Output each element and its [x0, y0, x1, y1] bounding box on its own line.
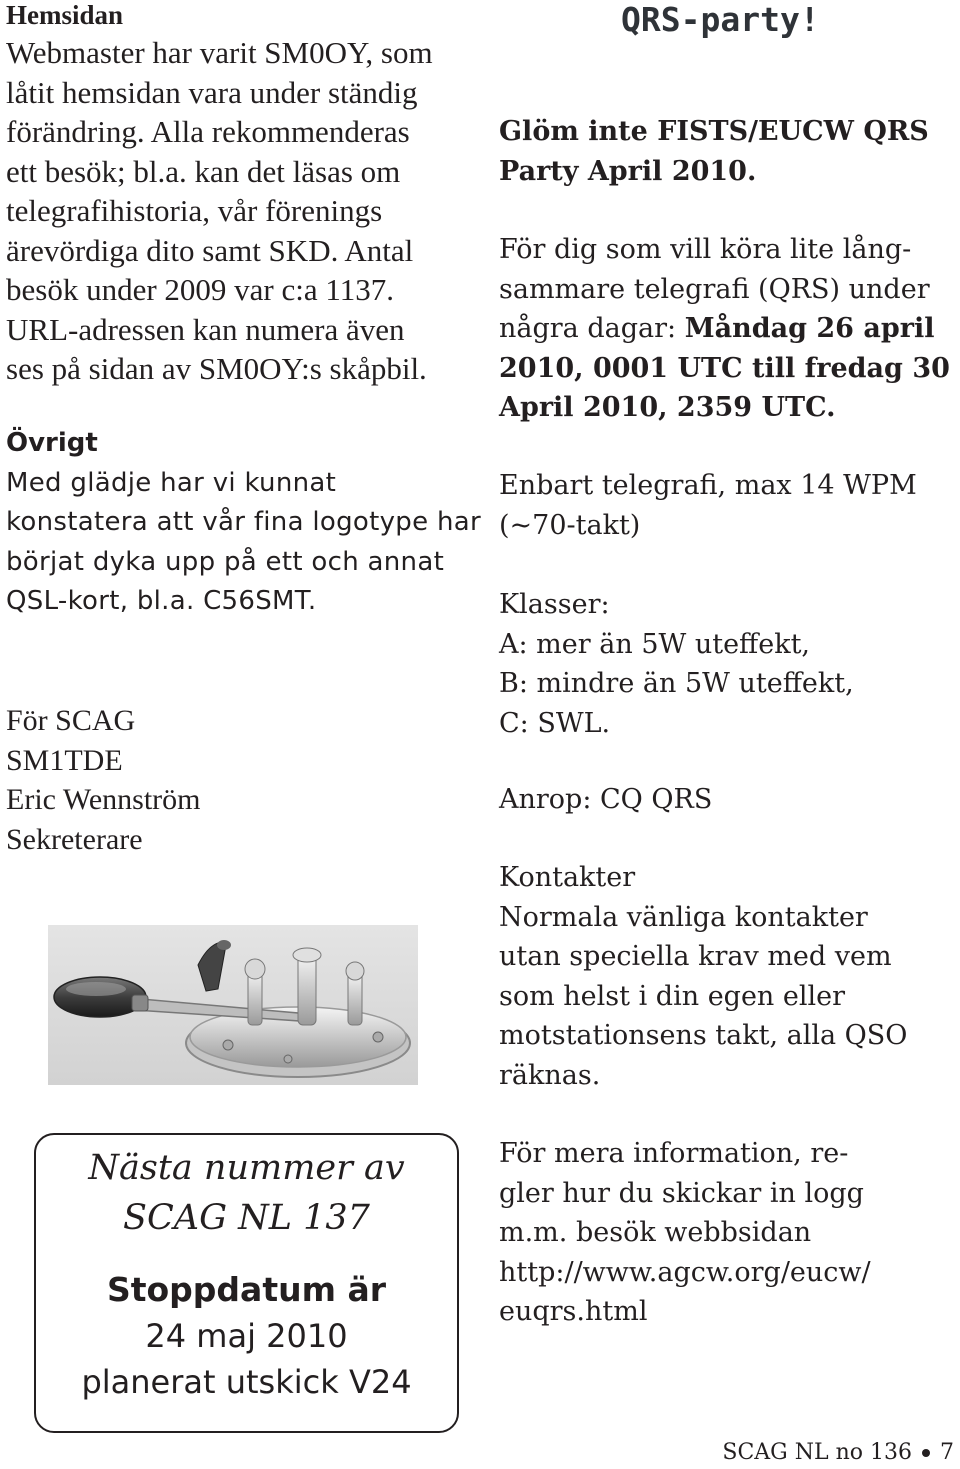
publication-name: SCAG NL no 136 — [722, 1440, 912, 1465]
qrs-info — [499, 1134, 951, 1332]
signature-line: Eric Wennström — [6, 783, 201, 816]
qrs-intro-line — [499, 388, 951, 428]
hemsidan-line: låtit hemsidan vara under ständig — [6, 74, 418, 110]
page-footer — [722, 1440, 954, 1465]
hemsidan-heading: Hemsidan — [6, 0, 124, 30]
hemsidan-body — [6, 33, 476, 389]
qrs-classes-line: C: SWL. — [499, 707, 611, 739]
qrs-mode-line: Enbart telegrafi, max 14 WPM — [499, 470, 917, 501]
signature-block — [6, 701, 476, 859]
page-number: 7 — [940, 1440, 954, 1465]
qrs-contacts-line: som helst i din egen eller — [499, 980, 846, 1012]
qrs-info-link[interactable]: euqrs.html — [499, 1296, 648, 1327]
ovrigt-line: QSL-kort, bl.a. C56SMT. — [6, 586, 317, 616]
hemsidan-line: Webmaster har varit SM0OY, som — [6, 35, 433, 70]
section-ovrigt — [6, 424, 481, 622]
qrs-info-link[interactable]: http://www.agcw.org/eucw/ — [499, 1256, 871, 1288]
qrs-contacts-line: räknas. — [499, 1059, 601, 1091]
qrs-classes-line: B: mindre än 5W uteffekt, — [499, 668, 854, 699]
qrs-contacts-line: Normala vänliga kontakter — [499, 901, 868, 933]
hemsidan-line: besök under 2009 var c:a 1137. — [6, 272, 394, 307]
qrs-contacts-line: motstationsens takt, alla QSO — [499, 1020, 908, 1051]
hemsidan-line: förändring. Alla rekommenderas — [6, 114, 410, 149]
qrs-contacts-line: utan speciella krav med vem — [499, 941, 892, 972]
hemsidan-line: ses på sidan av SM0OY:s skåpbil. — [6, 351, 427, 386]
qrs-mode — [499, 466, 951, 545]
qrs-classes-line: A: mer än 5W uteffekt, — [499, 628, 811, 660]
qrs-classes — [499, 585, 951, 743]
qrs-contacts — [499, 858, 951, 1095]
deadline-date: 24 maj 2010 — [145, 1317, 348, 1355]
qrs-intro-plain: några dagar: — [499, 313, 685, 344]
bullet-icon — [922, 1449, 930, 1457]
hemsidan-line: URL-adressen kan numera även — [6, 311, 405, 347]
signature-line: SM1TDE — [6, 743, 123, 777]
qrs-subtitle-line: Party April 2010. — [499, 155, 757, 187]
qrs-intro — [499, 230, 951, 428]
qrs-classes-line: Klasser: — [499, 589, 610, 620]
qrs-call-line: Anrop: CQ QRS — [499, 784, 713, 815]
qrs-info-line: m.m. besök webbsidan — [499, 1217, 812, 1248]
ovrigt-heading: Övrigt — [6, 428, 98, 458]
ovrigt-line: konstatera att vår fina logotype har — [6, 507, 481, 537]
deadline-issue-number: SCAG NL 137 — [123, 1198, 370, 1238]
qrs-intro-line: För dig som vill köra lite lång- — [499, 234, 912, 265]
ovrigt-line: börjat dyka upp på ett och annat — [6, 546, 445, 577]
telegraph-key-icon — [48, 925, 418, 1085]
deadline-dispatch: planerat utskick V24 — [81, 1363, 412, 1401]
qrs-mode-line: (~70-takt) — [499, 509, 641, 541]
qrs-contacts-line: Kontakter — [499, 862, 636, 893]
deadline-box — [34, 1133, 459, 1433]
qrs-intro-date: April 2010, 2359 UTC. — [499, 392, 836, 423]
hemsidan-line: ett besök; bl.a. kan det läsas om — [6, 153, 401, 189]
qrs-subtitle — [499, 112, 951, 191]
hemsidan-line: ärevördiga dito samt SKD. Antal — [6, 232, 414, 268]
qrs-info-line: gler hur du skickar in logg — [499, 1177, 864, 1209]
qrs-party-title: QRS-party! — [621, 0, 820, 39]
hemsidan-line: telegrafihistoria, vår förenings — [6, 193, 383, 228]
ovrigt-line: Med glädje har vi kunnat — [6, 467, 337, 498]
signature-line: Sekreterare — [6, 822, 143, 856]
signature-line: För SCAG — [6, 704, 136, 737]
qrs-intro-date: 2010, 0001 UTC till fredag 30 — [499, 352, 950, 384]
qrs-intro-line: sammare telegrafi (QRS) under — [499, 273, 930, 305]
deadline-stop-label: Stoppdatum är — [106, 1270, 387, 1309]
deadline-next-issue: Nästa nummer av — [88, 1148, 405, 1188]
section-hemsidan — [6, 0, 476, 389]
qrs-info-line: För mera information, re- — [499, 1138, 849, 1169]
qrs-intro-date: Måndag 26 april — [684, 313, 935, 344]
qrs-intro-line — [499, 309, 951, 349]
qrs-call — [499, 780, 951, 820]
qrs-subtitle-line: Glöm inte FISTS/EUCW QRS — [499, 116, 929, 147]
qrs-intro-line — [499, 349, 951, 389]
